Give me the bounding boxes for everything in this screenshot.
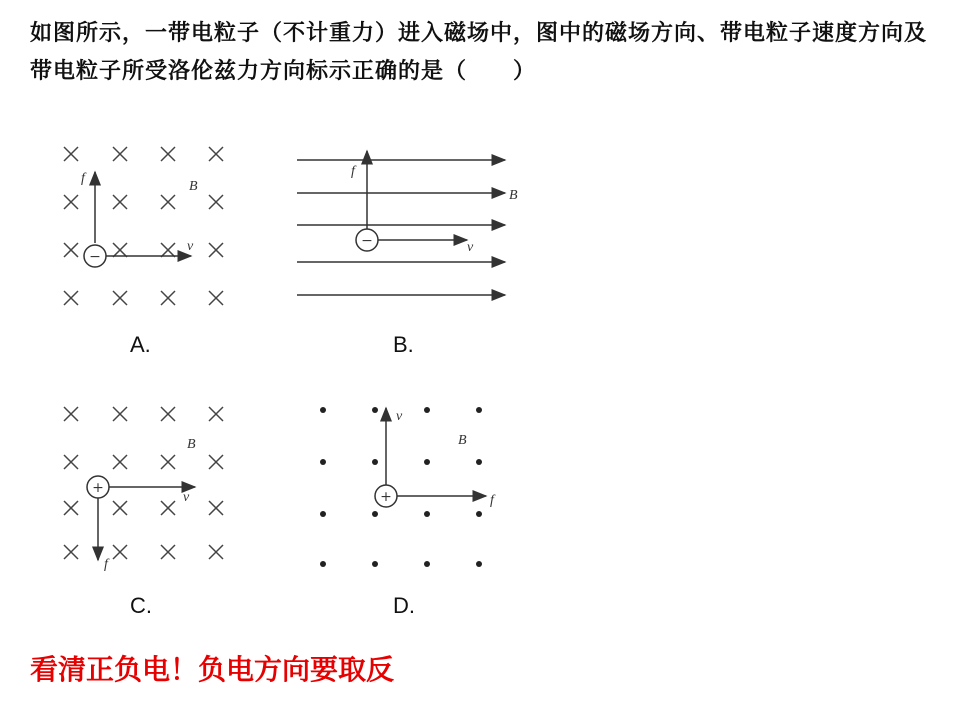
label-v-c: v: [183, 490, 190, 505]
label-b-b: B: [509, 188, 518, 203]
option-b-label[interactable]: B.: [393, 332, 414, 357]
diagram-d-svg: [310, 400, 510, 580]
diagram-d: [310, 400, 510, 580]
label-f-b: f: [351, 164, 355, 179]
charge-sign-a: −: [89, 249, 101, 265]
option-a-label[interactable]: A.: [130, 332, 151, 357]
label-v-d: v: [396, 409, 403, 424]
hint-text: 看清正负电！负电方向要取反: [30, 653, 395, 686]
label-b-c: B: [187, 437, 196, 452]
charge-sign-c: +: [92, 480, 104, 496]
charge-sign-d: +: [380, 489, 392, 505]
option-c-label[interactable]: C.: [130, 593, 152, 618]
field-into-marks-a: [64, 147, 223, 305]
label-f-c: f: [104, 557, 108, 572]
diagram-c: [55, 398, 245, 578]
diagram-a: [55, 138, 245, 318]
label-v-b: v: [467, 240, 474, 255]
label-v-a: v: [187, 239, 194, 254]
charge-sign-b: −: [361, 233, 373, 249]
option-d-label[interactable]: D.: [393, 593, 415, 618]
field-out-dots-d: [320, 407, 482, 567]
diagram-b-svg: [295, 145, 535, 305]
question-text: 如图所示，一带电粒子（不计重力）进入磁场中，图中的磁场方向、带电粒子速度方向及带电粒子所受洛伦兹力方向标示正确的是（ ）: [30, 20, 928, 84]
label-f-d: f: [490, 493, 494, 508]
diagram-a-svg: [55, 138, 245, 318]
label-b-a: B: [189, 179, 198, 194]
diagram-b: [295, 145, 535, 305]
diagram-c-svg: [55, 398, 245, 578]
field-right-lines-b: [297, 160, 505, 295]
label-f-a: f: [81, 171, 85, 186]
label-b-d: B: [458, 433, 467, 448]
